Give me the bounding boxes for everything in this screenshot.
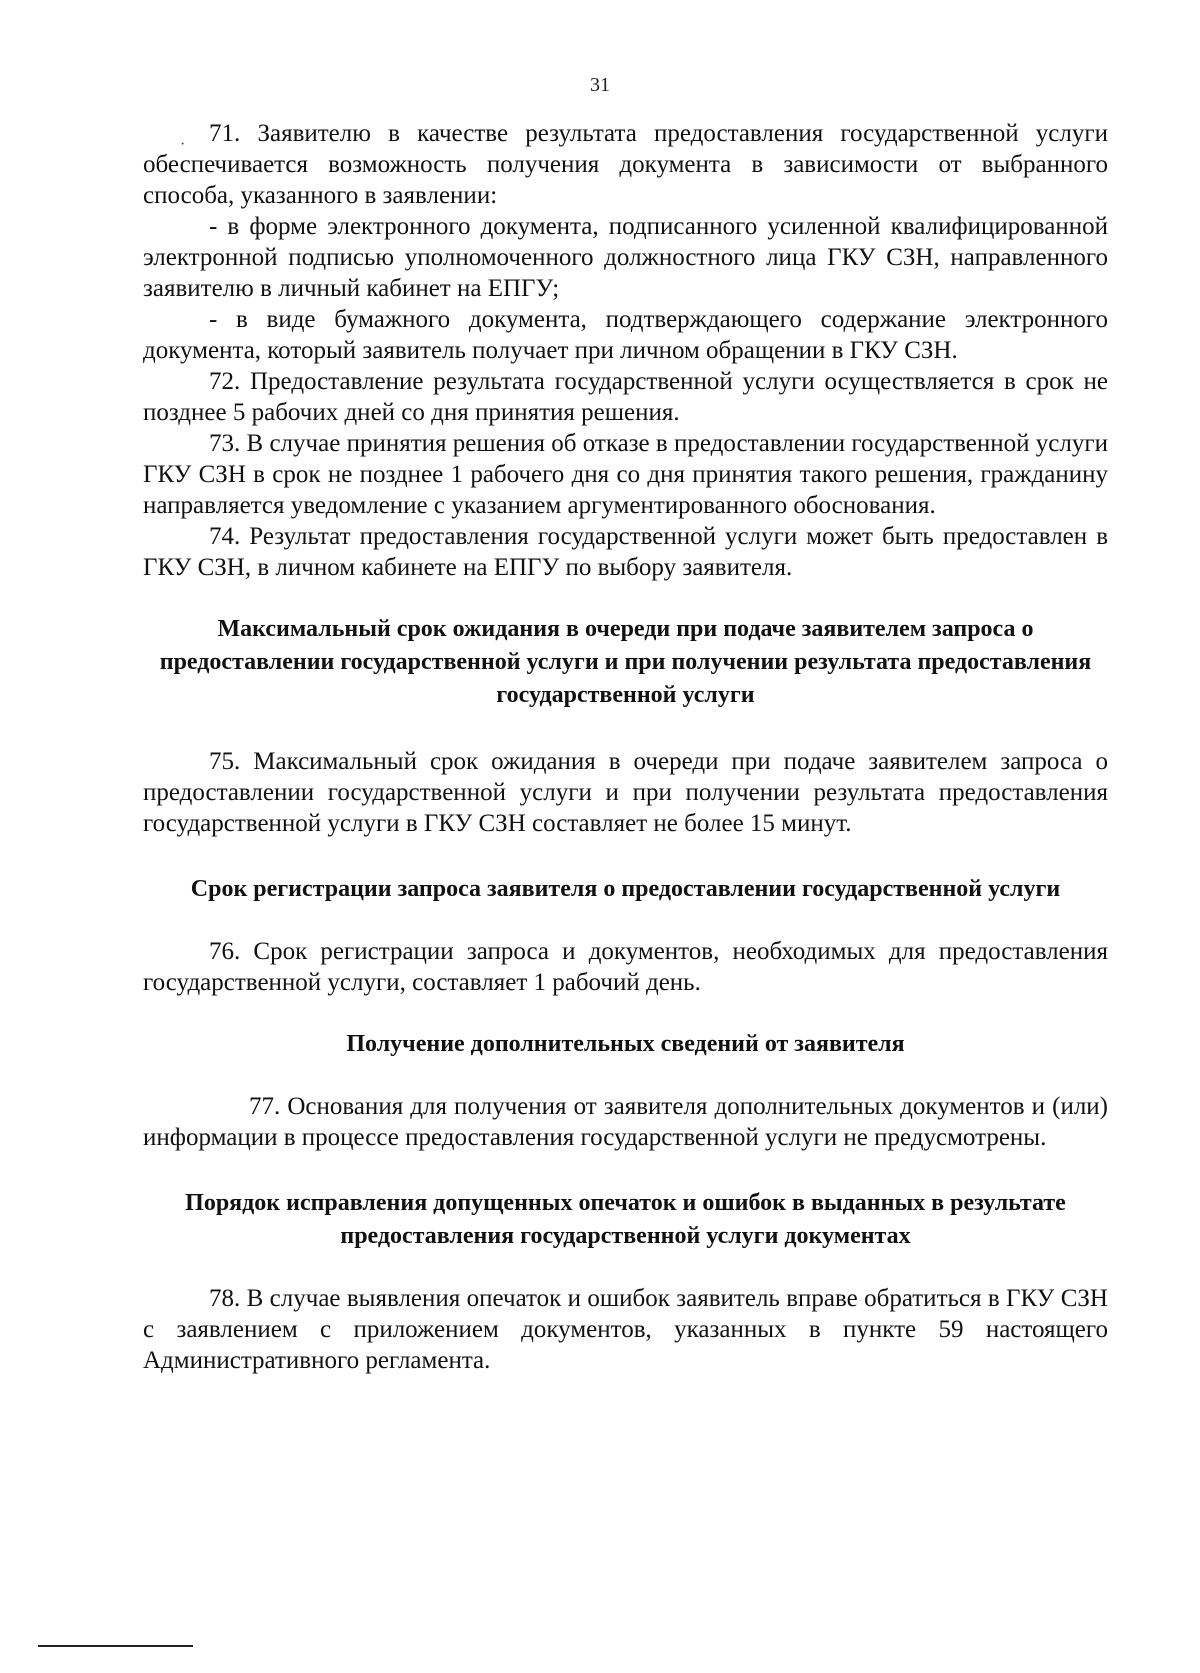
paragraph-75: 75. Максимальный срок ожидания в очереди при подаче заявителем запроса о предоставлении государственной услуги и при получении результата предоставления государственной услуги в ГКУ СЗН составляет не более 15 минут. [143, 748, 1108, 837]
paragraph-71-item-electronic: - в форме электронного документа, подписанного усиленной квалифицированной электронной подписью уполномоченного должностного лица ГКУ СЗН, направленного заявителю в личный кабинет на ЕПГУ; [143, 213, 1108, 302]
paragraph-76: 76. Срок регистрации запроса и документов, необходимых для предоставления государственной услуги, составляет 1 рабочий день. [143, 938, 1108, 996]
paragraph-73: 73. В случае принятия решения об отказе в предоставлении государственной услуги ГКУ СЗН в срок не позднее 1 рабочего дня со дня принятия такого решения, гражданину направляется уведомление с указанием аргументированного обоснования. [143, 430, 1108, 519]
paragraph-71-item-paper: - в виде бумажного документа, подтверждающего содержание электронного документа, который заявитель получает при личном обращении в ГКУ СЗН. [143, 306, 1108, 364]
stray-mark: · [180, 136, 186, 153]
section-heading-additional-info: Получение дополнительных сведений от заявителя [346, 1031, 905, 1057]
document-body [143, 118, 1108, 1376]
page-number: 31 [590, 74, 610, 96]
paragraph-72: 72. Предоставление результата государственной услуги осуществляется в срок не позднее 5 рабочих дней со дня принятия решения. [143, 368, 1108, 426]
section-heading-corrections: Порядок исправления допущенных опечаток и ошибок в выданных в результате предоставления государственной услуги документах [185, 1190, 1066, 1249]
paragraph-77: 77. Основания для получения от заявителя дополнительных документов и (или) информации в процессе предоставления государственной услуги не предусмотрены. [143, 1093, 1108, 1151]
paragraph-74: 74. Результат предоставления государственной услуги может быть предоставлен в ГКУ СЗН, в личном кабинете на ЕПГУ по выбору заявителя. [143, 523, 1108, 581]
section-heading-registration-time: Срок регистрации запроса заявителя о предоставлении государственной услуги [190, 876, 1061, 902]
footnote-rule [38, 1645, 193, 1647]
paragraph-78: 78. В случае выявления опечаток и ошибок заявитель вправе обратиться в ГКУ СЗН с заявлением с приложением документов, указанных в пункте 59 настоящего Административного регламента. [143, 1285, 1108, 1374]
paragraph-71: 71. Заявителю в качестве результата предоставления государственной услуги обеспечивается возможность получения документа в зависимости от выбранного способа, указанного в заявлении: [143, 120, 1108, 209]
section-heading-queue-time: Максимальный срок ожидания в очереди при подаче заявителем запроса о предоставлении государственной услуги и при получении результата предоставления государственной услуги [159, 616, 1092, 708]
